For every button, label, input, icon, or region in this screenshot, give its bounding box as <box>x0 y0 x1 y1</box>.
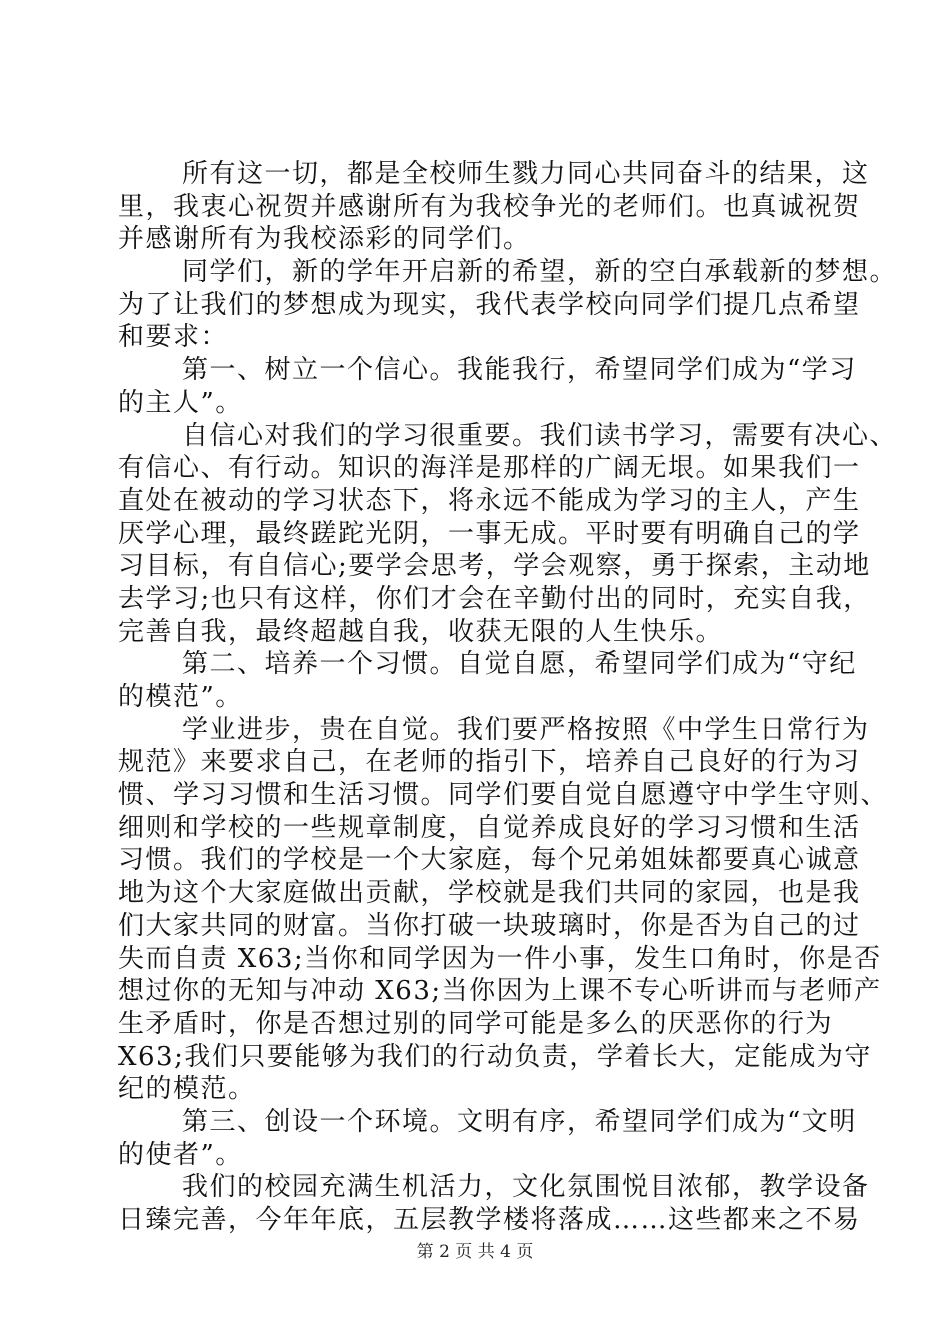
text-line: 细则和学校的一些规章制度，自觉养成良好的学习习惯和生活 <box>118 812 861 843</box>
text-line: 和要求： <box>118 322 229 353</box>
text-line: 的使者”。 <box>118 1139 243 1170</box>
text-line: 的模范”。 <box>118 682 243 712</box>
text-line: 有信心、有行动。知识的海洋是那样的广阔无垠。如果我们一 <box>118 453 861 484</box>
text-line: 厌学心理，最终蹉跎光阴，一事无成。平时要有明确自己的学 <box>118 518 861 549</box>
text-line: 去学习;也只有这样，你们才会在辛勤付出的同时，充实自我， <box>118 583 871 614</box>
text-line: X63;我们只要能够为我们的行动负责，学着长大，定能成为守 <box>118 1041 872 1072</box>
text-line: 的主人”。 <box>118 387 243 418</box>
text-line: 习目标，有自信心;要学会思考，学会观察，勇于探索，主动地 <box>118 551 871 582</box>
text-line: 第三、创设一个环境。文明有序，希望同学们成为“文明 <box>182 1106 857 1137</box>
text-line: 所有这一切，都是全校师生戮力同心共同奋斗的结果，这 <box>182 159 870 189</box>
text-line: 惯、学习习惯和生活习惯。同学们要自觉自愿遵守中学生守则、 <box>118 780 889 811</box>
text-line: 同学们，新的学年开启新的希望，新的空白承载新的梦想。 <box>182 257 898 288</box>
text-line: 想过你的无知与冲动 X63;当你因为上课不专心听讲而与老师产 <box>118 976 882 1007</box>
page-number-footer: 第 2 页 共 4 页 <box>416 1242 534 1262</box>
text-line: 地为这个大家庭做出贡献，学校就是我们共同的家园，也是我 <box>118 878 861 909</box>
text-line: 规范》来要求自己，在老师的指引下，培养自己良好的行为习 <box>118 747 861 778</box>
text-line: 为了让我们的梦想成为现实，我代表学校向同学们提几点希望 <box>118 289 861 320</box>
text-line: 第一、树立一个信心。我能我行，希望同学们成为“学习 <box>182 355 857 386</box>
text-line: 纪的模范。 <box>118 1074 256 1105</box>
text-line: 生矛盾时，你是否想过别的同学可能是多么的厌恶你的行为 <box>118 1008 834 1039</box>
text-line: 直处在被动的学习状态下，将永远不能成为学习的主人，产生 <box>118 485 861 516</box>
text-line: 日臻完善，今年年底，五层教学楼将落成……这些都来之不易 <box>118 1205 861 1235</box>
text-line: 们大家共同的财富。当你打破一块玻璃时，你是否为自己的过 <box>118 910 861 941</box>
text-line: 第二、培养一个习惯。自觉自愿，希望同学们成为“守纪 <box>182 649 857 680</box>
text-line: 失而自责 X63;当你和同学因为一件小事，发生口角时，你是否 <box>118 943 882 974</box>
document-body <box>118 158 898 1237</box>
text-line: 我们的校园充满生机活力，文化氛围悦目浓郁，教学设备 <box>182 1172 870 1203</box>
text-line: 自信心对我们的学习很重要。我们读书学习，需要有决心、 <box>182 420 898 451</box>
text-line: 学业进步，贵在自觉。我们要严格按照《中学生日常行为 <box>182 714 870 745</box>
text-line: 习惯。我们的学校是一个大家庭，每个兄弟姐妹都要真心诚意 <box>118 845 861 876</box>
text-line: 里，我衷心祝贺并感谢所有为我校争光的老师们。也真诚祝贺 <box>118 191 861 222</box>
text-line: 完善自我，最终超越自我，收获无限的人生快乐。 <box>118 616 724 647</box>
text-line: 并感谢所有为我校添彩的同学们。 <box>118 224 531 255</box>
